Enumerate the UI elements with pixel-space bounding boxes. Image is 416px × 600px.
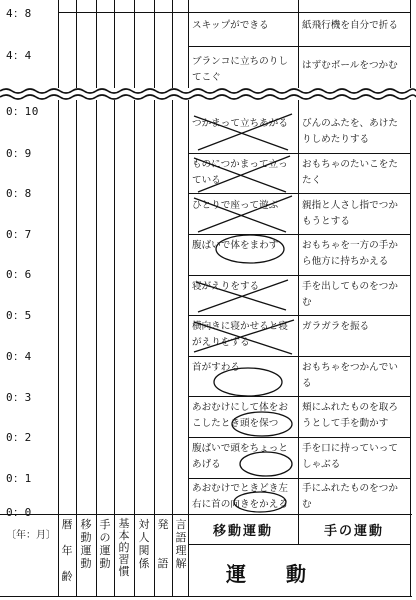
age-label-0-9: 0：9 — [6, 147, 32, 160]
age-label-0-7: 0：7 — [6, 228, 32, 241]
row-9-circle-mark — [240, 452, 292, 476]
col-label-locomotion: 移 動 運 動 — [80, 518, 92, 570]
row-4-manual: おもちゃを一方の手から他方に持ちかえる — [302, 240, 398, 267]
age-label-0-2: 0：2 — [6, 431, 32, 444]
col-label-calendar-age: 暦 年 齢 — [61, 518, 73, 583]
row-8-circle-mark — [232, 412, 292, 436]
row-1-manual: びんのふたを、あけたりしめたりする — [302, 118, 398, 145]
row-4-locomotion: 腹ばいで体をまわす — [192, 240, 279, 251]
age-label-0-8: 0：8 — [6, 187, 32, 200]
row-5-manual: 手を出してものをつかむ — [302, 281, 398, 308]
age-label-0-5: 0：5 — [6, 309, 32, 322]
row-6-manual: ガラガラを振る — [302, 321, 370, 332]
row-8-manual: 頬にふれたものを取ろうとして手を動かす — [302, 402, 398, 429]
row-10-manual: 手にふれたものをつかむ — [302, 483, 398, 510]
row-6-x-mark — [194, 322, 292, 354]
row-7-manual: おもちゃをつかんでいる — [302, 362, 398, 389]
age-unit-label: 〔年：月〕 — [6, 530, 56, 541]
top-row-1-locomotion: スキップができる — [192, 20, 269, 31]
row-5-locomotion: 寝がえりをする — [192, 281, 260, 292]
row-10-circle-mark — [234, 492, 286, 512]
age-label-0-0: 0：0 — [6, 506, 32, 519]
col-label-speech: 発 語 — [157, 518, 169, 570]
row-2-locomotion: ものにつかまって立っている — [192, 159, 288, 186]
section-label-motor: 運 動 — [226, 562, 306, 586]
age-label-0-3: 0：3 — [6, 391, 32, 404]
age-label-4-8: 4：8 — [6, 7, 32, 20]
row-4-circle-mark — [216, 235, 284, 263]
top-row-1-manual: 紙飛行機を自分で折る — [302, 20, 398, 31]
row-10-locomotion: あおむけでときどき左右に首の向きをかえる — [192, 483, 288, 510]
header-locomotion: 移動運動 — [212, 524, 273, 539]
col-label-basic-habits: 基 本 的 習 慣 — [118, 517, 130, 578]
age-label-4-4: 4：4 — [6, 49, 32, 62]
col-label-manual: 手 の 運 動 — [99, 518, 111, 570]
age-label-0-4: 0：4 — [6, 350, 32, 363]
header-manual: 手の運動 — [323, 524, 384, 539]
row-6-locomotion: 横向きに寝かせると寝がえりをする — [192, 321, 288, 348]
row-1-locomotion: つかまって立ちあがる — [192, 118, 288, 129]
row-2-manual: おもちゃのたいこをたたく — [302, 159, 398, 186]
row-3-manual: 親指と人さし指でつかもうとする — [302, 200, 398, 227]
age-label-0-6: 0：6 — [6, 268, 32, 281]
row-9-locomotion: 腹ばいで頭をちょっとあげる — [192, 443, 288, 470]
row-3-locomotion: ひとりで座って遊ぶ — [192, 200, 279, 211]
col-label-social: 対 人 関 係 — [138, 518, 150, 570]
age-label-0-10: 0：10 — [6, 105, 39, 118]
top-row-2-locomotion: ブランコに立ちのりしてこぐ — [192, 56, 288, 83]
age-label-0-1: 0：1 — [6, 472, 32, 485]
top-row-2-manual: はずむボールをつかむ — [302, 60, 398, 71]
col-label-comprehension: 言 語 理 解 — [175, 518, 187, 570]
row-8-locomotion: あおむけにして体をおこしたとき頭を保つ — [192, 402, 288, 429]
row-7-locomotion: 首がすわる — [192, 362, 240, 373]
row-9-manual: 手を口に持っていってしゃぶる — [302, 443, 398, 470]
row-7-circle-mark — [214, 368, 282, 396]
